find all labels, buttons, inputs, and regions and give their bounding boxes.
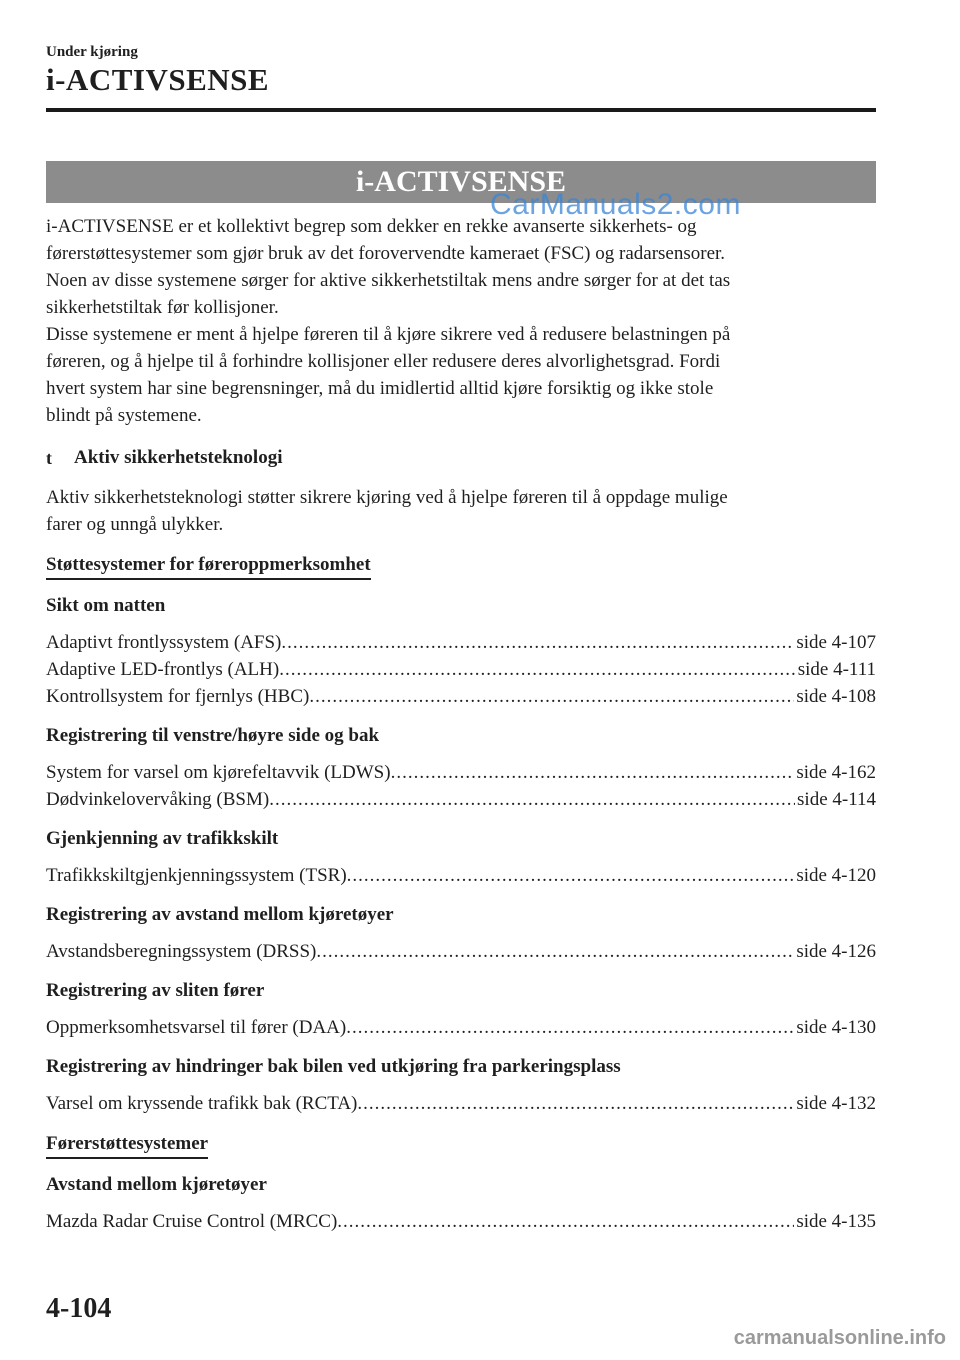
page-reference: side 4-135 bbox=[796, 1211, 876, 1232]
page-number: 4-104 bbox=[46, 1293, 112, 1324]
category-heading: Avstand mellom kjøretøyer bbox=[46, 1174, 267, 1195]
chapter-title: i-ACTIVSENSE bbox=[46, 62, 270, 97]
page-reference: side 4-126 bbox=[796, 941, 876, 962]
entry-name: Dødvinkelovervåking (BSM) bbox=[46, 789, 270, 810]
dot-leader bbox=[347, 862, 795, 889]
system-group bbox=[46, 1117, 876, 1235]
dot-leader bbox=[309, 683, 794, 710]
entry-name: Avstandsberegningssystem (DRSS) bbox=[46, 941, 317, 962]
dot-leader bbox=[316, 938, 794, 965]
intro-line: i-ACTIVSENSE er et kollektivt begrep som dekker en rekke avanserte sikkerhets- og bbox=[46, 216, 697, 237]
entry-name: System for varsel om kjørefeltavvik (LDWS) bbox=[46, 762, 391, 783]
dot-leader bbox=[357, 1090, 794, 1117]
toc-entry[interactable] bbox=[46, 759, 876, 786]
toc-entry[interactable] bbox=[46, 1208, 876, 1235]
entry-name: Adaptive LED-frontlys (ALH) bbox=[46, 659, 280, 680]
group-heading: Førerstøttesystemer bbox=[46, 1131, 208, 1159]
page-reference: side 4-107 bbox=[796, 632, 876, 653]
footer-watermark: carmanualsonline.info bbox=[733, 1327, 946, 1349]
entry-name: Varsel om kryssende trafikk bak (RCTA) bbox=[46, 1093, 358, 1114]
toc-entry[interactable] bbox=[46, 1090, 876, 1117]
intro-paragraph bbox=[46, 213, 876, 429]
dot-leader bbox=[337, 1208, 794, 1235]
entry-name: Oppmerksomhetsvarsel til fører (DAA) bbox=[46, 1017, 347, 1038]
entry-list bbox=[46, 1090, 876, 1117]
subsection-heading bbox=[46, 446, 876, 470]
header-rule bbox=[46, 108, 876, 112]
entry-name: Kontrollsystem for fjernlys (HBC) bbox=[46, 686, 310, 707]
entry-list bbox=[46, 629, 876, 710]
toc-entry[interactable] bbox=[46, 629, 876, 656]
system-group bbox=[46, 538, 876, 1117]
toc-entry[interactable] bbox=[46, 786, 876, 813]
page-reference: side 4-120 bbox=[796, 865, 876, 886]
entry-list bbox=[46, 862, 876, 889]
entry-name: Trafikkskiltgjenkjenningssystem (TSR) bbox=[46, 865, 347, 886]
category-heading: Registrering av avstand mellom kjøretøyer bbox=[46, 904, 394, 925]
page-reference: side 4-108 bbox=[796, 686, 876, 707]
bullet-marker-icon: t bbox=[46, 448, 52, 468]
category-heading: Gjenkjenning av trafikkskilt bbox=[46, 828, 279, 849]
page-reference: side 4-130 bbox=[796, 1017, 876, 1038]
intro-line: føreren, og å hjelpe til å forhindre kollisjoner eller redusere deres alvorlighetsgrad. Fordi bbox=[46, 351, 721, 372]
entry-list bbox=[46, 938, 876, 965]
subsection-title: Aktiv sikkerhetsteknologi bbox=[74, 447, 283, 468]
dot-leader bbox=[279, 656, 796, 683]
intro-line: blindt på systemene. bbox=[46, 405, 202, 426]
section-banner: i-ACTIVSENSE bbox=[46, 161, 876, 203]
page-reference: side 4-132 bbox=[796, 1093, 876, 1114]
watermark-logo: CarManuals2.com bbox=[490, 188, 741, 221]
intro-line: førerstøttesystemer som gjør bruk av det forovervendte kameraet (FSC) og radarsensorer. bbox=[46, 243, 726, 264]
category-heading: Sikt om natten bbox=[46, 595, 166, 616]
dot-leader bbox=[269, 786, 795, 813]
page-reference: side 4-162 bbox=[796, 762, 876, 783]
entry-list bbox=[46, 1014, 876, 1041]
entry-name: Adaptivt frontlyssystem (AFS) bbox=[46, 632, 282, 653]
intro-line: Disse systemene er ment å hjelpe føreren til å kjøre sikrere ved å redusere belastningen på bbox=[46, 324, 731, 345]
toc-entry[interactable] bbox=[46, 1014, 876, 1041]
toc-entry[interactable] bbox=[46, 938, 876, 965]
dot-leader bbox=[391, 759, 795, 786]
entry-name: Mazda Radar Cruise Control (MRCC) bbox=[46, 1211, 338, 1232]
toc-entry[interactable] bbox=[46, 683, 876, 710]
intro-line: Noen av disse systemene sørger for aktive sikkerhetstiltak mens andre sørger for at det tas bbox=[46, 270, 731, 291]
entry-list bbox=[46, 759, 876, 813]
subsection-text bbox=[46, 484, 876, 538]
toc-entry[interactable] bbox=[46, 862, 876, 889]
dot-leader bbox=[346, 1014, 794, 1041]
page-reference: side 4-111 bbox=[797, 659, 876, 680]
running-head: Under kjøring bbox=[46, 44, 138, 60]
subsection-line: Aktiv sikkerhetsteknologi støtter sikrere kjøring ved å hjelpe føreren til å oppdage mulige bbox=[46, 487, 728, 508]
category-heading: Registrering til venstre/høyre side og bak bbox=[46, 725, 380, 746]
toc-entry[interactable] bbox=[46, 656, 876, 683]
page-content bbox=[46, 213, 876, 1235]
dot-leader bbox=[281, 629, 794, 656]
subsection-line: farer og unngå ulykker. bbox=[46, 514, 224, 535]
category-heading: Registrering av sliten fører bbox=[46, 980, 265, 1001]
entry-list bbox=[46, 1208, 876, 1235]
intro-line: sikkerhetstiltak før kollisjoner. bbox=[46, 297, 279, 318]
page-reference: side 4-114 bbox=[797, 789, 876, 810]
intro-line: hvert system har sine begrensninger, må du imidlertid alltid kjøre forsiktig og ikke stole bbox=[46, 378, 714, 399]
group-heading: Støttesystemer for føreroppmerksomhet bbox=[46, 552, 371, 580]
category-heading: Registrering av hindringer bak bilen ved utkjøring fra parkeringsplass bbox=[46, 1056, 621, 1077]
